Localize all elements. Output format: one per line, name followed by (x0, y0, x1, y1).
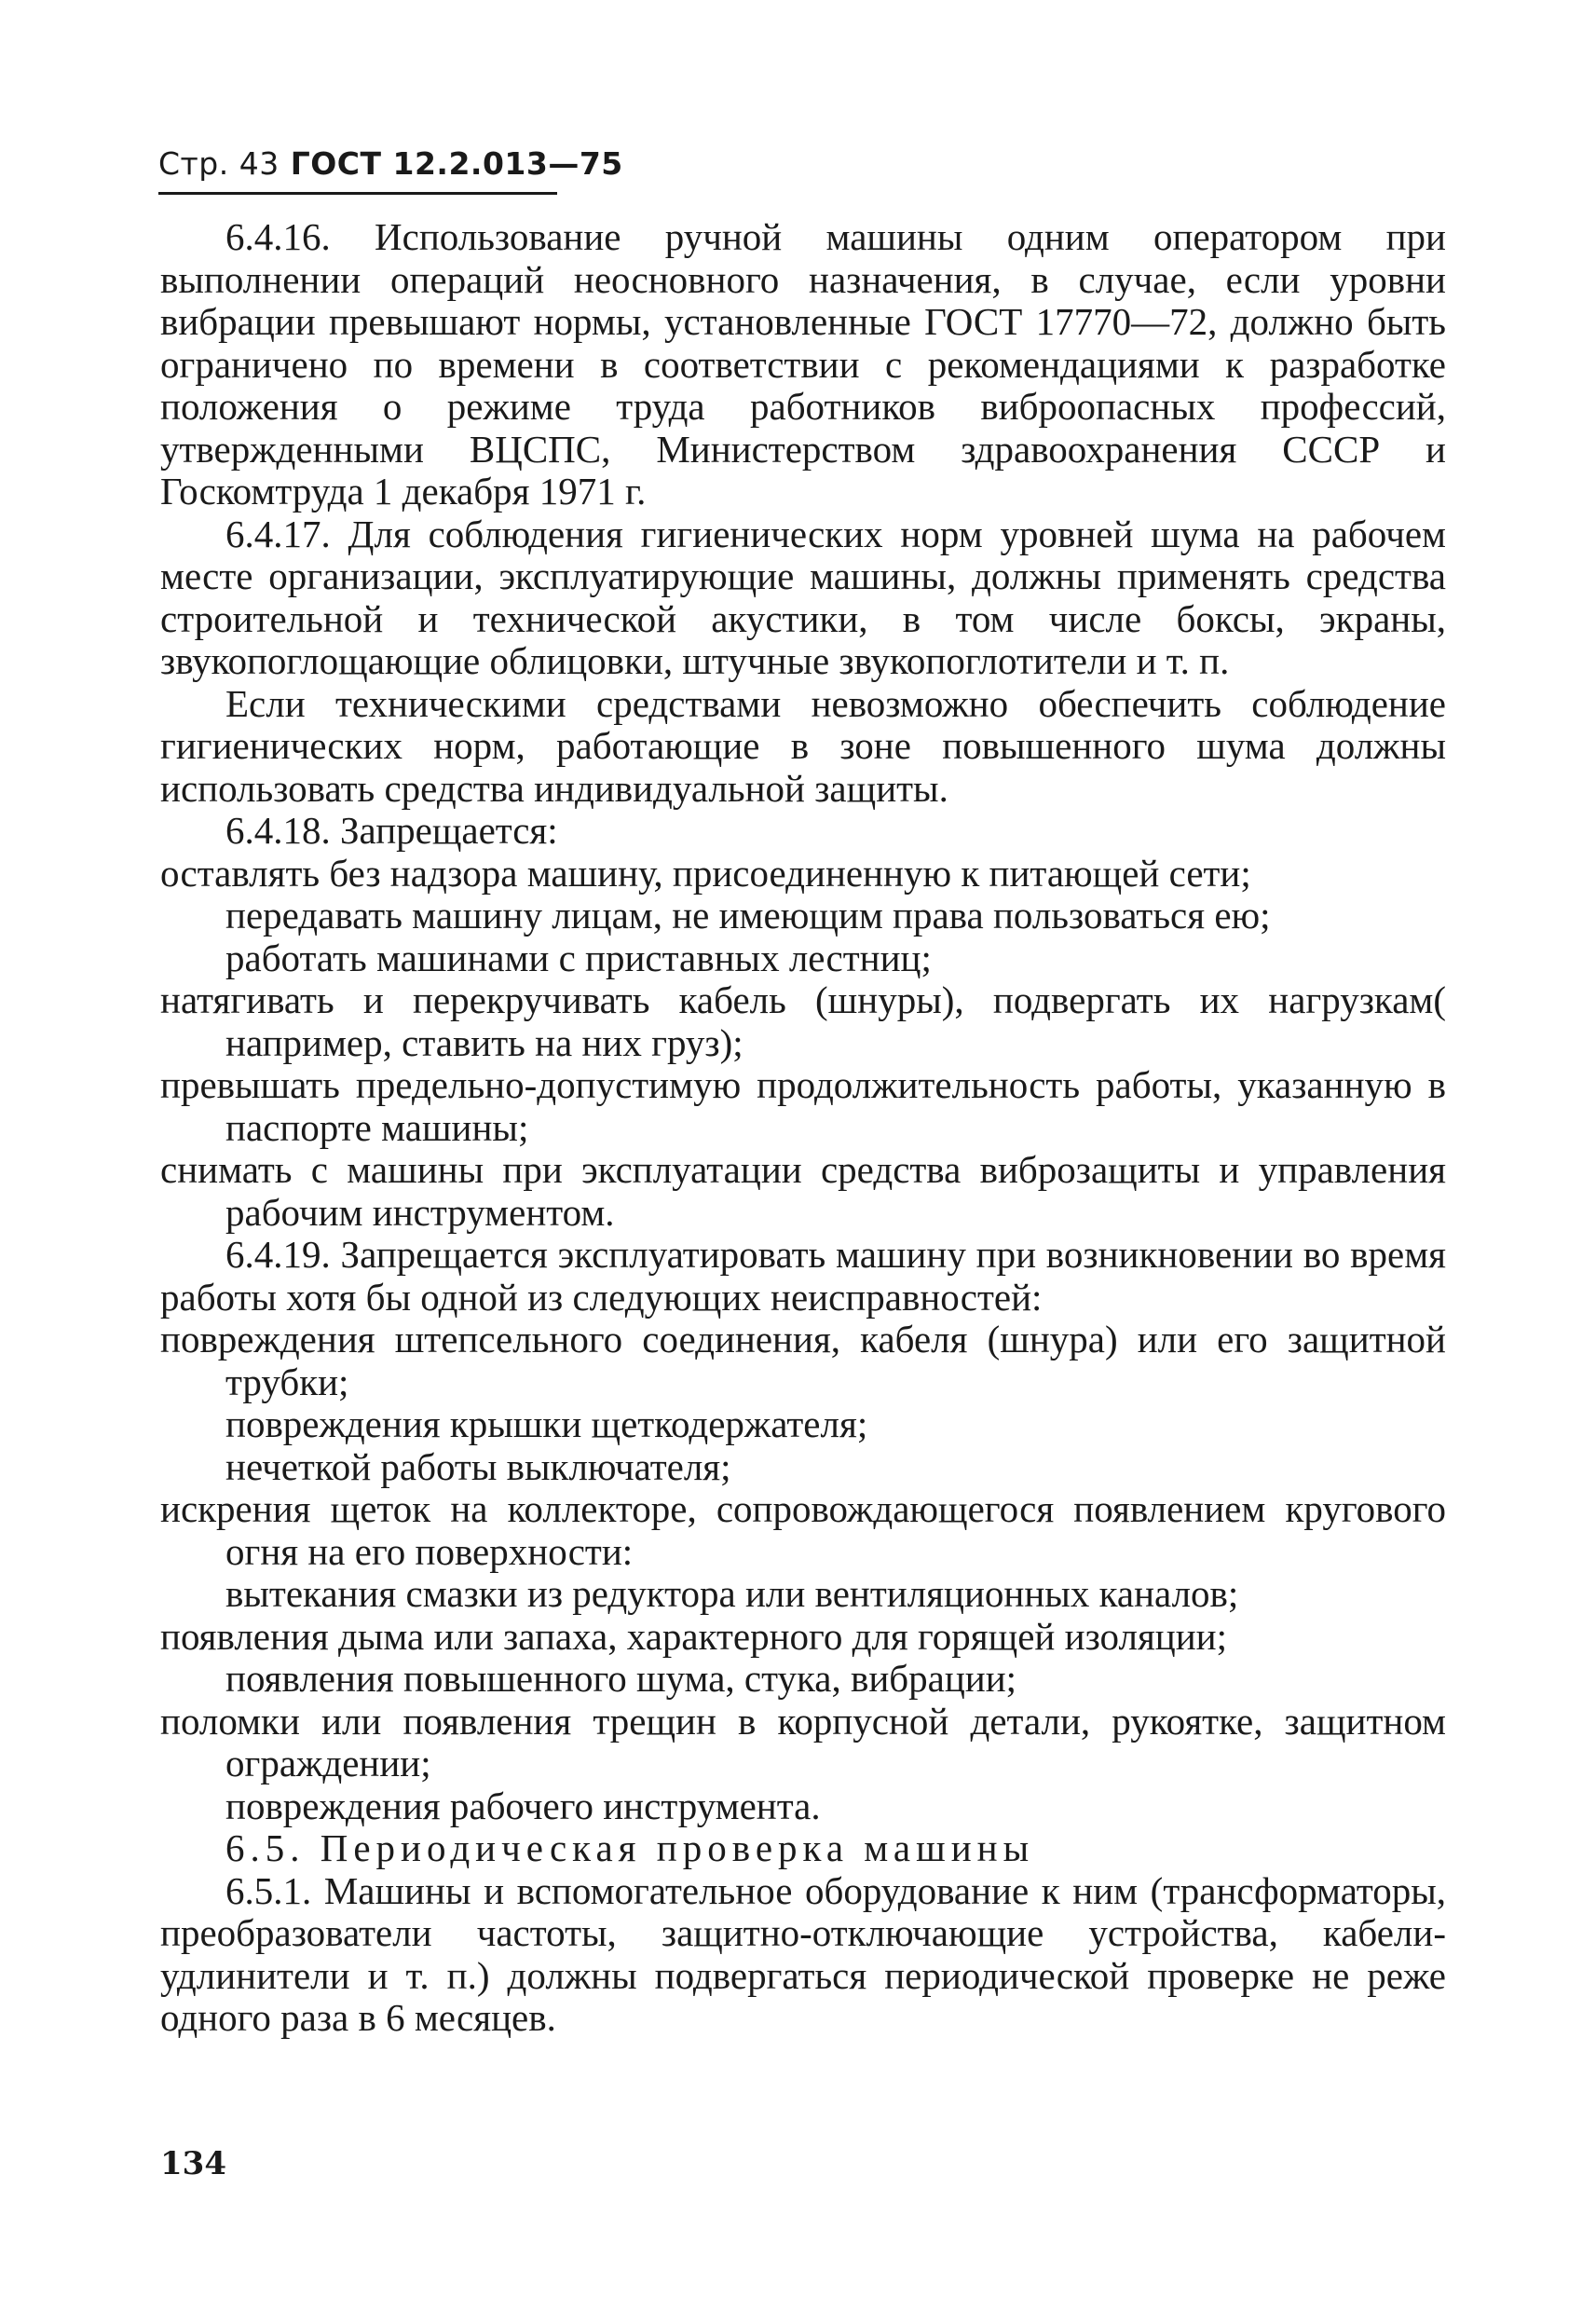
paragraph: 6.4.19. Запрещается эксплуатировать машину при возникновении во время работы хотя бы одной из следующих неисправностей: (160, 1233, 1446, 1319)
list-item: натягивать и перекручивать кабель (шнуры), подвергать их нагрузкам( например, ставить на них груз); (160, 978, 1446, 1064)
paragraph: Если техническими средствами невозможно обеспечить соблюдение гигиенических норм, работающие в зоне повышенного шума должны использовать средства индивидуальной защиты. (160, 681, 1446, 810)
list-item: нечеткой работы выключателя; (225, 1444, 731, 1488)
paragraph: 6.4.18. Запрещается: (225, 809, 558, 852)
list-item: оставлять без надзора машину, присоединенную к питающей сети; (160, 851, 1251, 895)
list-item: повреждения крышки щеткодержателя; (225, 1402, 868, 1445)
list-item: повреждения штепсельного соединения, кабеля (шнура) или его защитной трубки; (160, 1318, 1446, 1403)
paragraph: 6.4.17. Для соблюдения гигиенических норм уровней шума на рабочем месте организации, эксплуатирующие машины, должны применять средства строительной и технической акустики, в том числе боксы, экраны, звукопоглощающие облицовки, штучные звукопоглотители и т. п. (160, 512, 1446, 682)
page-body (160, 216, 1446, 2040)
list-item: поломки или появления трещин в корпусной детали, рукоятке, защитном ограждении; (160, 1699, 1446, 1785)
header-page-label: Стр. 43 (158, 145, 280, 182)
paragraph: 6.4.16. Использование ручной машины одним оператором при выполнении операций неосновного назначения, в случае, если уровни вибрации превышают нормы, установленные ГОСТ 17770—72, должно быть ограничено по времени в соответствии с рекомендациями к разработке положения о режиме труда работников виброопасных профессий, утвержденными ВЦСПС, Министерством здравоохранения СССР и Госкомтруда 1 декабря 1971 г. (160, 215, 1446, 513)
list-item: снимать с машины при эксплуатации средства виброзащиты и управления рабочим инструментом. (160, 1148, 1446, 1234)
header-rule (158, 192, 557, 195)
list-item: превышать предельно-допустимую продолжительность работы, указанную в паспорте машины; (160, 1063, 1446, 1149)
list-item: появления повышенного шума, стука, вибрации; (225, 1657, 1017, 1700)
list-item: работать машинами с приставных лестниц; (225, 936, 932, 979)
list-item: передавать машину лицам, не имеющим права пользоваться ею; (225, 894, 1271, 937)
section-heading: 6.5. Периодическая проверка машины (225, 1826, 1035, 1869)
running-header (158, 145, 623, 182)
header-standard: ГОСТ 12.2.013—75 (290, 145, 623, 182)
list-item: вытекания смазки из редуктора или вентиляционных каналов; (225, 1572, 1239, 1615)
list-item: искрения щеток на коллекторе, сопровождающегося появлением кругового огня на его поверхности: (160, 1487, 1446, 1573)
list-item: повреждения рабочего инструмента. (225, 1784, 821, 1827)
paragraph: 6.5.1. Машины и вспомогательное оборудование к ним (трансформаторы, преобразователи частоты, защитно-отключающие устройства, кабели-удлинители и т. п.) должны подвергаться периодической проверке не реже одного раза в 6 месяцев. (160, 1868, 1446, 2039)
list-item: появления дыма или запаха, характерного для горящей изоляции; (160, 1614, 1228, 1658)
page-number: 134 (160, 2145, 226, 2182)
